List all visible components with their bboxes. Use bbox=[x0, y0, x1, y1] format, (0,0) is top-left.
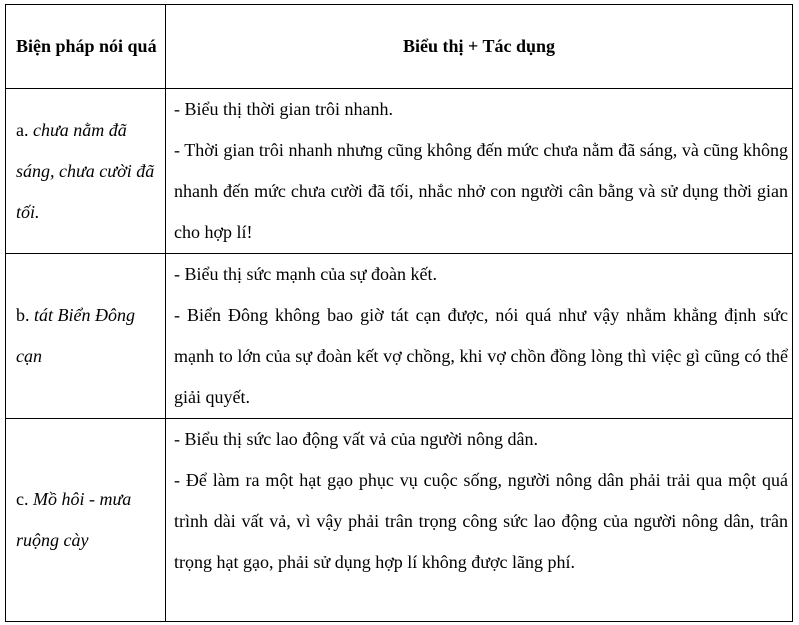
comparison-table bbox=[5, 4, 793, 622]
table-row bbox=[6, 89, 793, 254]
technique-cell bbox=[6, 254, 166, 419]
table-row bbox=[6, 254, 793, 419]
technique-term: chưa nằm đã sáng, chưa cười đã tối. bbox=[16, 119, 155, 222]
technique-prefix: c. bbox=[16, 489, 33, 509]
effect-meaning: - Biểu thị sức lao động vất vả của người nông dân. bbox=[174, 429, 538, 449]
effect-meaning: - Biểu thị sức mạnh của sự đoàn kết. bbox=[174, 264, 437, 284]
table-header-row bbox=[6, 5, 793, 89]
technique-prefix: a. bbox=[16, 119, 33, 140]
effect-explanation: - Thời gian trôi nhanh nhưng cũng không đến mức chưa nằm đã sáng, và cũng không nhanh đến mức chưa cười đã tối, nhắc nhở con người cân bằng và sử dụng thời gian cho hợp lí! bbox=[174, 140, 788, 242]
header-technique: Biện pháp nói quá bbox=[6, 5, 166, 89]
technique-term: tát Biển Đông cạn bbox=[16, 305, 135, 366]
header-meaning-effect: Biểu thị + Tác dụng bbox=[166, 5, 793, 89]
effect-cell bbox=[166, 89, 793, 254]
technique-term: Mồ hôi - mưa ruộng cày bbox=[16, 489, 132, 550]
effect-meaning: - Biểu thị thời gian trôi nhanh. bbox=[174, 99, 393, 119]
effect-explanation: - Biển Đông không bao giờ tát cạn được, nói quá như vậy nhằm khẳng định sức mạnh to lớn của sự đoàn kết vợ chồng, khi vợ chồn đồng lòng thì việc gì cũng có thể giải quyết. bbox=[174, 305, 788, 407]
effect-cell bbox=[166, 254, 793, 419]
table-row bbox=[6, 419, 793, 622]
technique-prefix: b. bbox=[16, 305, 34, 325]
technique-cell bbox=[6, 89, 166, 254]
effect-cell bbox=[166, 419, 793, 622]
effect-explanation: - Để làm ra một hạt gạo phục vụ cuộc sống, người nông dân phải trải qua một quá trình dài vất vả, vì vậy phải trân trọng công sức lao động của người nông dân, trân trọng hạt gạo, phải sử dụng hợp lí không được lãng phí. bbox=[174, 470, 788, 572]
technique-cell bbox=[6, 419, 166, 622]
